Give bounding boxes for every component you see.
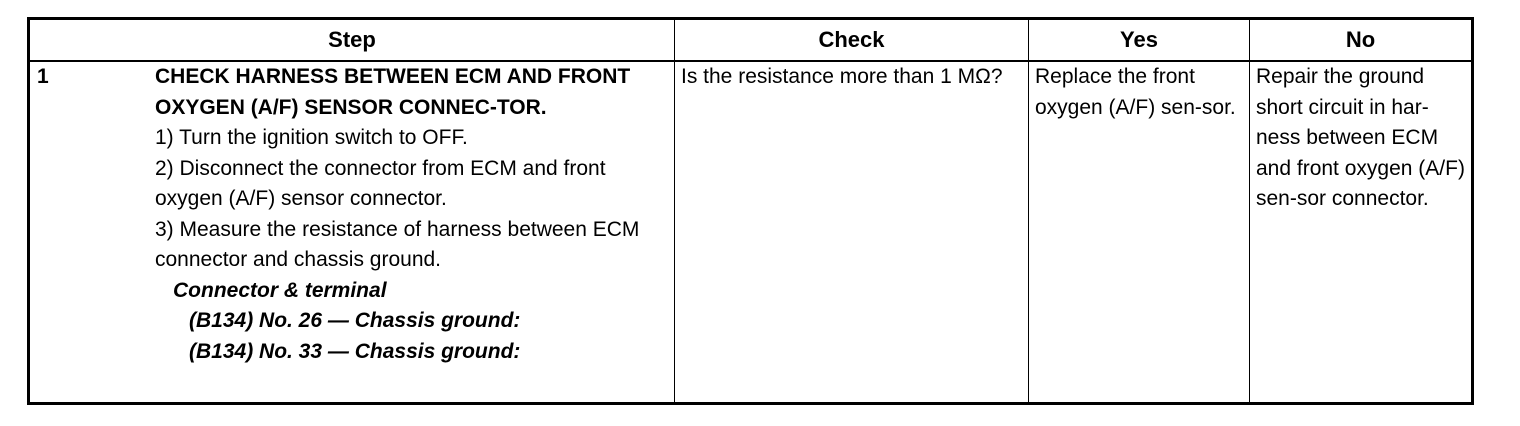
step-number: 1 bbox=[37, 65, 49, 88]
connector-heading: Connector & terminal bbox=[173, 278, 387, 302]
check-cell bbox=[675, 61, 1029, 404]
header-step: Step bbox=[29, 19, 675, 62]
instruction-1: 1) Turn the ignition switch to OFF. bbox=[155, 126, 468, 149]
header-row bbox=[29, 19, 1473, 62]
header-yes: Yes bbox=[1029, 19, 1250, 62]
table-row bbox=[29, 61, 1473, 404]
connector-line-2: (B134) No. 33 — Chassis ground: bbox=[189, 339, 521, 363]
yes-text: Replace the front oxygen (A/F) sen-sor. bbox=[1035, 65, 1236, 119]
connector-line-1: (B134) No. 26 — Chassis ground: bbox=[189, 309, 521, 332]
no-cell bbox=[1250, 61, 1473, 404]
step-title: CHECK HARNESS BETWEEN ECM AND FRONT OXYGEN (A/F) SENSOR CONNEC-TOR. bbox=[155, 65, 631, 119]
instruction-3: 3) Measure the resistance of harness between ECM connector and chassis ground. bbox=[155, 217, 640, 271]
step-body bbox=[155, 62, 674, 367]
step-cell bbox=[29, 61, 675, 404]
header-no: No bbox=[1250, 19, 1473, 62]
header-check: Check bbox=[675, 19, 1029, 62]
diagnostic-table bbox=[27, 17, 1474, 405]
no-text: Repair the ground short circuit in har-ness between ECM and front oxygen (A/F) sen-sor connector. bbox=[1256, 65, 1465, 210]
check-text: Is the resistance more than 1 MΩ? bbox=[681, 65, 1003, 88]
yes-cell bbox=[1029, 61, 1250, 404]
instruction-2: 2) Disconnect the connector from ECM and front oxygen (A/F) sensor connector. bbox=[155, 156, 606, 210]
